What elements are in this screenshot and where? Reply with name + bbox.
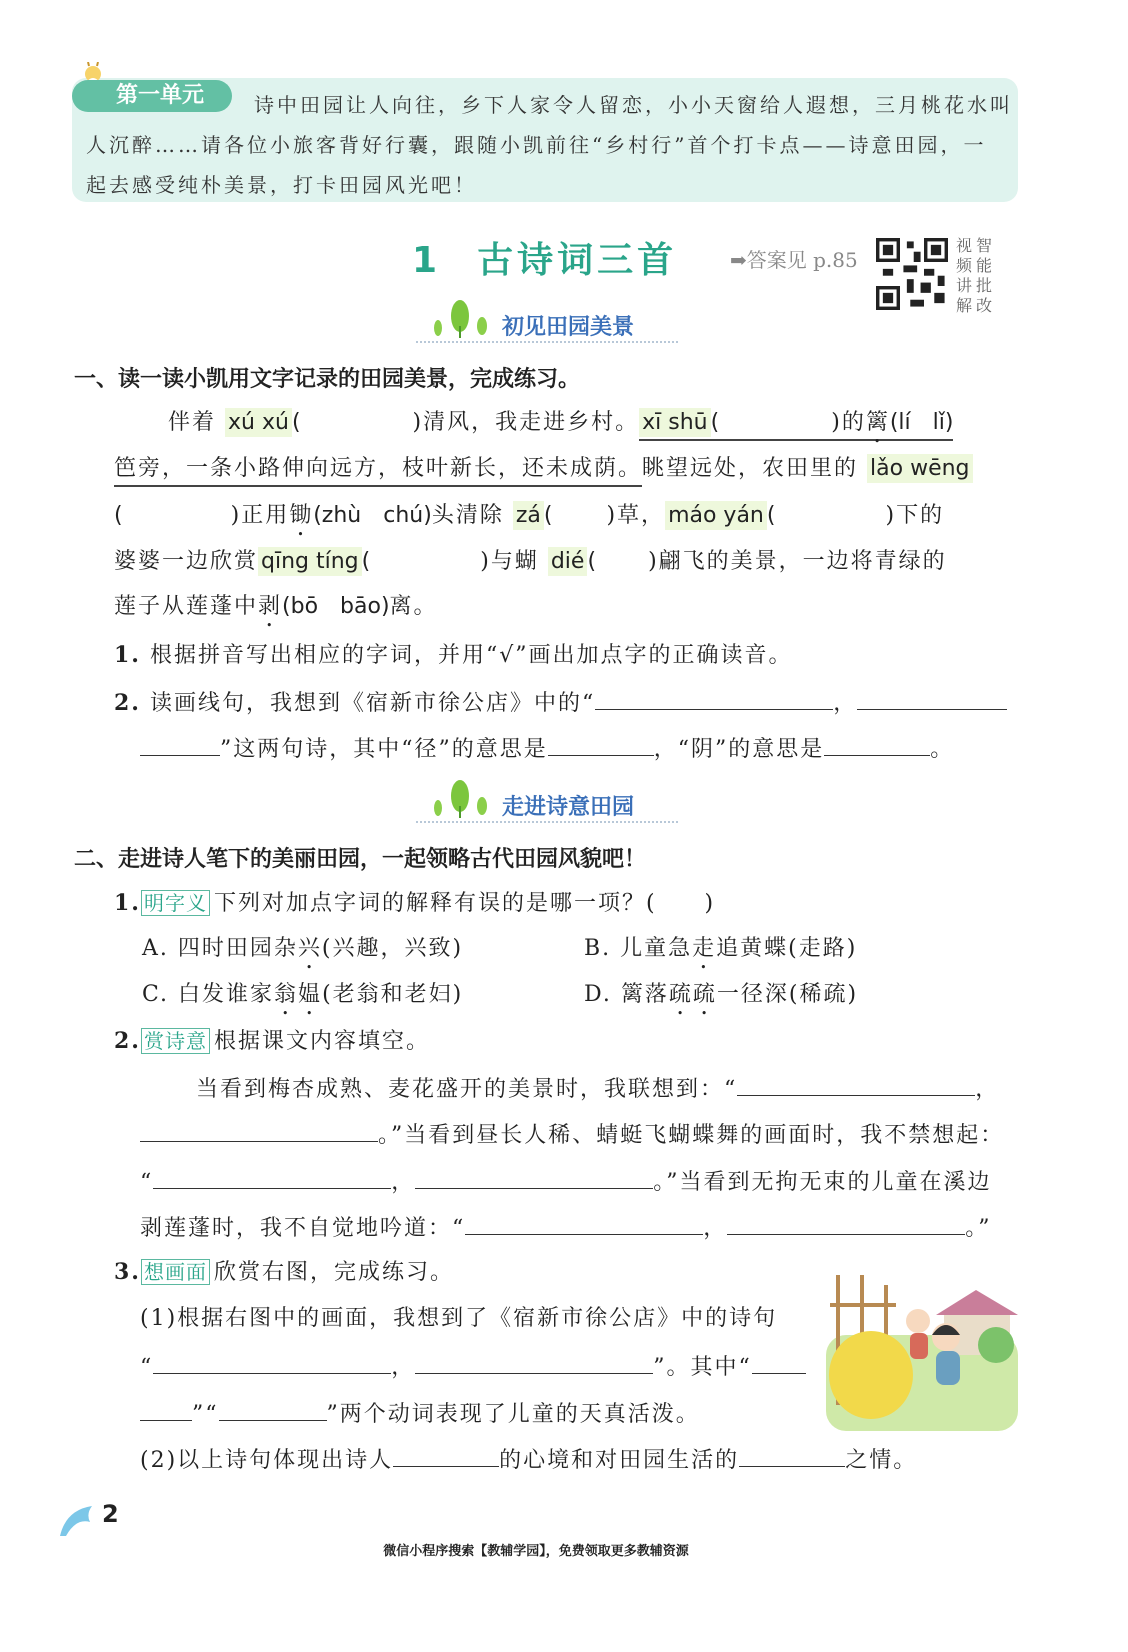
- answer-blank[interactable]: [140, 731, 220, 756]
- page-number: 2: [102, 1500, 119, 1528]
- answer-blank[interactable]: [153, 1164, 391, 1189]
- tree-icon: [428, 778, 492, 820]
- answer-blank[interactable]: [153, 1349, 391, 1374]
- children-chasing-butterfly-illustration: [826, 1275, 1018, 1431]
- option-d[interactable]: D. 篱落疏疏一径深(稀疏): [584, 982, 859, 1007]
- passage-line: 婆婆一边欣赏 qīng tíng ( )与蝴 dié ( )翩飞的美景，一边将青绿的: [114, 549, 947, 574]
- answer-reference[interactable]: ➡答案见 p.85: [730, 248, 858, 272]
- question-2-cont: ”这两句诗，其中“径”的意思是 ，“阴”的意思是 。: [140, 731, 954, 766]
- lesson-title-text: 古诗词三首: [477, 240, 678, 281]
- fill-line: 剥莲蓬时，我不自觉地吟道：“ ， 。”: [140, 1210, 992, 1245]
- section-heading: 二、走进诗人笔下的美丽田园，一起领略古代田园风貌吧！: [74, 847, 647, 872]
- question-2: 2. 赏诗意 根据课文内容填空。: [114, 1028, 430, 1054]
- passage-line: 伴着 xú xú ( )清风，我走进乡村。 xī shū ( )的篱(lí lǐ): [168, 407, 953, 448]
- section-heading: 一、读一读小凯用文字记录的田园美景，完成练习。: [74, 367, 581, 392]
- arrow-right-icon: ➡: [730, 248, 747, 272]
- fill-line: “ ， ”。其中“: [140, 1349, 806, 1384]
- question-3: 3. 想画面 欣赏右图，完成练习。: [114, 1259, 454, 1285]
- answer-blank[interactable]: [140, 1396, 192, 1421]
- lesson-number: 1: [412, 240, 442, 281]
- divider: [416, 341, 678, 343]
- answer-blank[interactable]: [727, 1210, 965, 1235]
- lesson-title: [412, 232, 677, 283]
- answer-blank[interactable]: [140, 1117, 378, 1142]
- passage-line: 莲子从莲蓬中剥(bō bāo)离。: [114, 594, 438, 619]
- fill-line: (2)以上诗句体现出诗人 的心境和对田园生活的 之情。: [140, 1442, 917, 1477]
- answer-blank[interactable]: [857, 685, 1007, 710]
- question-2: 2. 读画线句，我想到《宿新市徐公店》中的“ ，: [114, 685, 1007, 720]
- tag-label: 想画面: [141, 1259, 210, 1285]
- answer-blank[interactable]: [752, 1349, 806, 1374]
- fill-line: 当看到梅杏成熟、麦花盛开的美景时，我联想到：“ ，: [196, 1071, 999, 1106]
- tag-label: 明字义: [141, 890, 210, 916]
- answer-blank[interactable]: [415, 1349, 653, 1374]
- unit-badge: 第一单元: [72, 80, 232, 112]
- answer-blank[interactable]: [737, 1071, 975, 1096]
- fill-line: “ ， 。”当看到无拘无束的儿童在溪边: [140, 1164, 992, 1199]
- tree-icon: [428, 298, 492, 340]
- option-b[interactable]: B. 儿童急走追黄蝶(走路): [584, 936, 858, 961]
- fill-line: ”“ ”两个动词表现了儿童的天真活泼。: [140, 1396, 700, 1431]
- subheading: 走进诗意田园: [502, 795, 635, 820]
- question-1: 1. 根据拼音写出相应的字词，并用“√”画出加点字的正确读音。: [114, 642, 793, 668]
- qr-code-icon[interactable]: [876, 238, 948, 310]
- intro-line: 起去感受纯朴美景，打卡田园风光吧！: [86, 173, 477, 197]
- answer-blank[interactable]: [595, 685, 833, 710]
- answer-blank[interactable]: [219, 1396, 327, 1421]
- intro-line: 诗中田园让人向往，乡下人家令人留恋，小小天窗给人遐想，三月桃花水叫: [254, 93, 1013, 117]
- answer-blank[interactable]: [465, 1210, 703, 1235]
- fill-line: (1)根据右图中的画面，我想到了《宿新市徐公店》中的诗句: [140, 1306, 778, 1331]
- subheading: 初见田园美景: [502, 315, 635, 340]
- intro-line: 人沉醉……请各位小旅客背好行囊，跟随小凯前往“乡村行”首个打卡点——诗意田园，一: [86, 133, 987, 157]
- qr-label: 视智 频能 讲批 解改: [956, 236, 997, 315]
- option-c[interactable]: C. 白发谁家翁媪(老翁和老妇): [142, 982, 464, 1007]
- footer-note: 微信小程序搜索【教辅学园】，免费领取更多教辅资源: [383, 1544, 689, 1559]
- divider: [416, 821, 678, 823]
- tag-label: 赏诗意: [141, 1028, 210, 1054]
- question-1: 1. 明字义 下列对加点字词的解释有误的是哪一项？( ): [114, 890, 716, 916]
- passage-line: ( )正用锄(zhù chú)头清除 zá ( )草， máo yán ( )下的: [114, 503, 945, 528]
- answer-blank[interactable]: [548, 731, 654, 756]
- answer-blank[interactable]: [393, 1442, 499, 1467]
- answer-blank[interactable]: [739, 1442, 845, 1467]
- answer-blank[interactable]: [415, 1164, 653, 1189]
- answer-blank[interactable]: [824, 731, 930, 756]
- dolphin-icon: [56, 1500, 102, 1540]
- option-a[interactable]: A. 四时田园杂兴(兴趣，兴致): [142, 936, 464, 961]
- passage-line: 笆旁，一条小路伸向远方，枝叶新长，还未成荫。眺望远处，农田里的 lǎo wēng: [114, 453, 973, 485]
- fill-line: 。”当看到昼长人稀、蜻蜓飞蝴蝶舞的画面时，我不禁想起：: [140, 1117, 1004, 1152]
